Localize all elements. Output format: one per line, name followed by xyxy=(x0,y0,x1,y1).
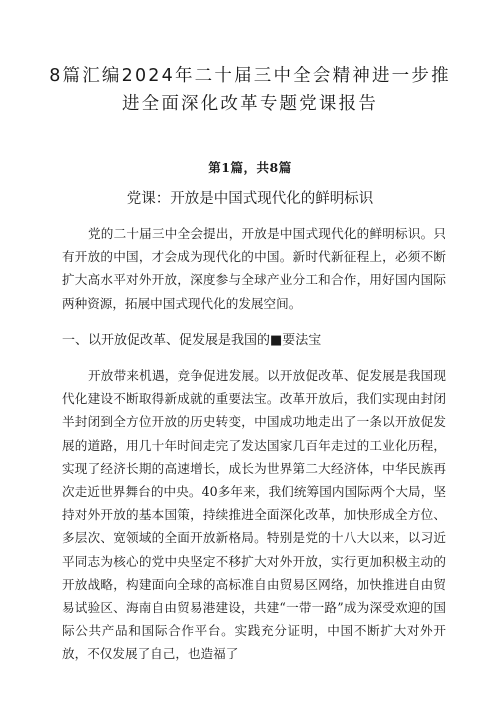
section-1-heading: 一、以开放促改革、促发展是我国的■要法宝 xyxy=(62,333,322,348)
article-heading: 党课：开放是中国式现代化的鲜明标识 xyxy=(126,191,374,207)
section-1-paragraph: 开放带来机遇，竞争促进发展。以开放促改革、促发展是我国现代化建设不断取得新成就的重要法宝。改革开放后，我们实现由封闭半封闭到全方位开放的历史转变，中国成功地走出了一条以开放促发展的道路，用几十年时间走完了发达国家几百年走过的工业化历程，实现了经济长期的高速增长，成长为世界第二大经济体，中华民族再次走近世界舞台的中央。40多年来，我们统筹国内国际两个大局，坚持对外开放的基本国策，持续推进全面深化改革，加快形成全方位、多层次、宽领域的全面开放新格局。特别是党的十八大以来，以习近平同志为核心的党中央坚定不移扩大对外开放，实行更加积极主动的开放战略，构建面向全球的高标准自由贸易区网络，加快推进自由贸易试验区、海南自由贸易港建设，共建“一带一路”成为深受欢迎的国际公共产品和国际合作平台。实践充分证明，中国不断扩大对外开放，不仅发展了自己，也造福了 xyxy=(62,368,446,662)
intro-paragraph: 党的二十届三中全会提出，开放是中国式现代化的鲜明标识。只有开放的中国，才会成为现代化的中国。新时代新征程上，必须不断扩大高水平对外开放，深度参与全球产业分工和合作，用好国内国际两种资源，拓展中国式现代化的发展空间。 xyxy=(62,226,446,311)
article-counter: 第1篇，共8篇 xyxy=(208,160,292,175)
document-title: 8篇汇编2024年二十届三中全会精神进一步推进全面深化改革专题党课报告 xyxy=(49,66,451,114)
